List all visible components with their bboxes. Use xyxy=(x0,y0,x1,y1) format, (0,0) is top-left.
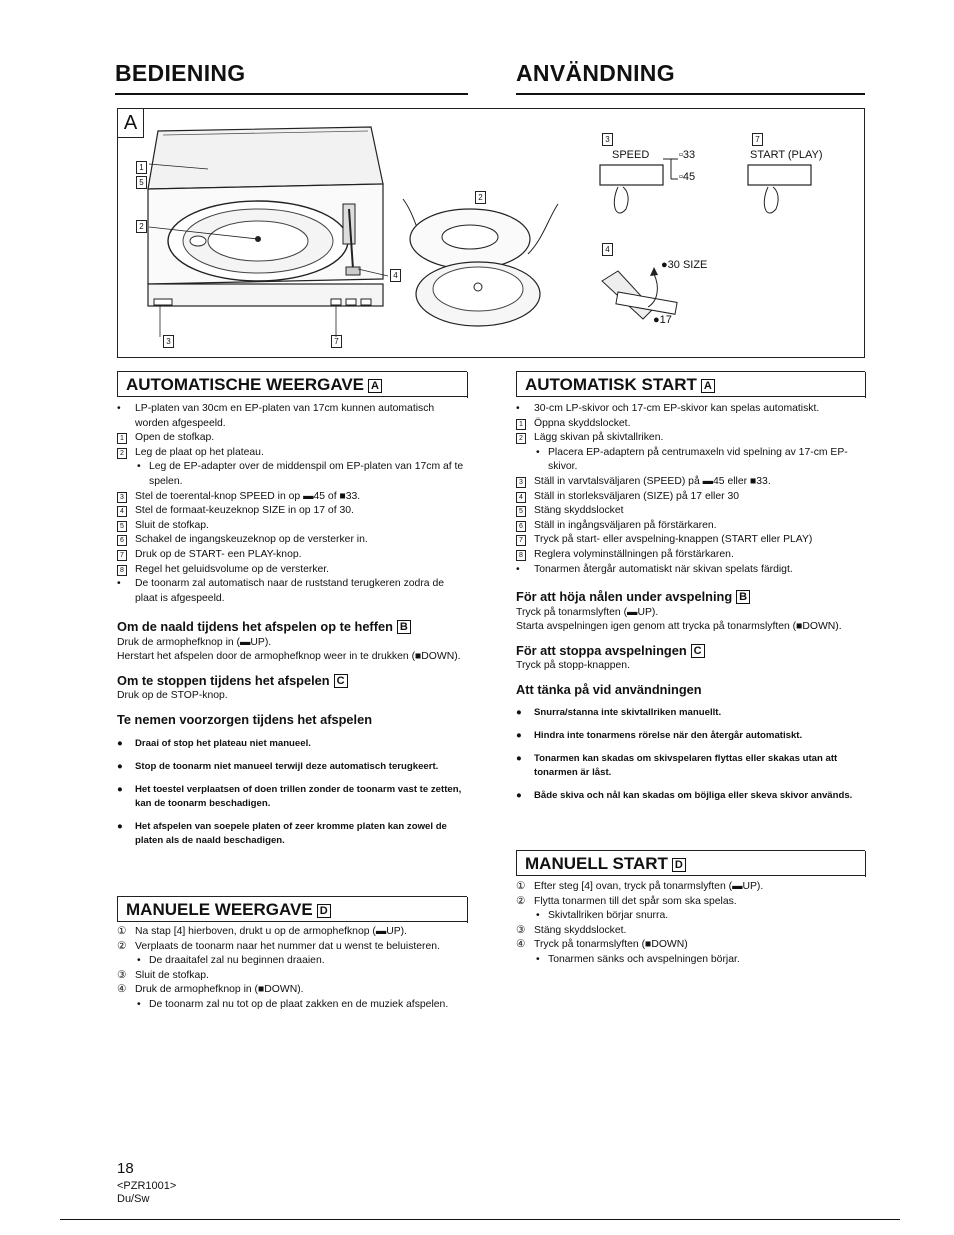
precaution-item xyxy=(117,783,467,811)
sv-auto-list xyxy=(516,402,865,577)
precaution-item xyxy=(117,737,467,751)
list-item xyxy=(516,519,865,534)
list-text: Leg de EP-adapter over de middenspil om EP-platen van 17cm af te spelen. xyxy=(149,461,464,487)
list-marker: 6 xyxy=(117,533,127,548)
list-marker: ③ xyxy=(516,924,526,936)
callout-2: 2 xyxy=(136,220,147,233)
list-marker: 8 xyxy=(516,548,526,563)
list-text: Stäng skyddslocket xyxy=(534,505,624,517)
callout-3: 3 xyxy=(163,335,174,348)
list-item xyxy=(516,953,865,968)
nl-auto-title: AUTOMATISCHE WEERGAVE A xyxy=(117,371,467,397)
precaution-item xyxy=(516,729,865,743)
list-text: Leg de plaat op het plateau. xyxy=(135,446,264,458)
list-text: LP-platen van 30cm en EP-platen van 17cm kunnen automatisch worden afgespeeld. xyxy=(135,403,435,429)
list-marker: ③ xyxy=(117,969,127,981)
list-text: Open de stofkap. xyxy=(135,432,215,444)
heading-rule-left xyxy=(115,93,468,95)
list-text: Druk op de START- een PLAY-knop. xyxy=(135,548,302,560)
list-item xyxy=(117,446,467,461)
speed-step-number: 3 xyxy=(602,133,613,146)
list-text: Efter steg [4] ovan, tryck på tonarmslyften (▬UP). xyxy=(534,881,764,892)
list-marker: • xyxy=(516,563,520,575)
list-marker: • xyxy=(516,403,520,414)
sv-manual-title: MANUELL START D xyxy=(516,850,865,876)
list-marker: 5 xyxy=(516,504,526,519)
list-marker: 3 xyxy=(516,475,526,490)
list-marker: ④ xyxy=(516,939,526,951)
list-marker: 2 xyxy=(516,431,526,446)
speed-33-label: ▫33 xyxy=(679,149,696,161)
precaution-item xyxy=(117,760,467,774)
turntable-illustration xyxy=(118,109,864,357)
bullet-icon: ● xyxy=(516,706,522,718)
sv-lift-title: För att höja nålen under avspelning B xyxy=(516,590,865,605)
nl-manual-list xyxy=(117,925,467,1013)
list-marker: 7 xyxy=(516,533,526,548)
precaution-item xyxy=(516,789,865,803)
list-text: Tonarmen sänks och avspelningen börjar. xyxy=(548,953,740,965)
heading-dutch: BEDIENING xyxy=(115,60,246,86)
list-text: Tryck på tonarmslyften (■DOWN) xyxy=(534,939,688,951)
precaution-text: Het toestel verplaatsen of doen trillen zonder de toonarm vast te zetten, kan de toonarm beschadigen. xyxy=(135,783,462,809)
sv-stop-title: För att stoppa avspelningen C xyxy=(516,644,865,659)
list-marker: • xyxy=(117,403,121,414)
list-item xyxy=(117,460,467,489)
list-item xyxy=(516,909,865,924)
list-item xyxy=(117,954,467,969)
list-item xyxy=(117,563,467,578)
nl-manual-title: MANUELE WEERGAVE D xyxy=(117,896,467,922)
list-item xyxy=(516,431,865,446)
bullet-icon: ● xyxy=(516,752,522,764)
list-text: Placera EP-adaptern på centrumaxeln vid spelning av 17-cm EP-skivor. xyxy=(548,446,848,473)
nl-auto-list xyxy=(117,402,467,606)
precaution-text: Både skiva och nål kan skadas om böjliga eller skeva skivor används. xyxy=(534,789,853,801)
sv-precautions-title: Att tänka på vid användningen xyxy=(516,681,702,697)
list-text: De toonarm zal automatisch naar de ruststand terugkeren zodra de plaat is afgespeeld. xyxy=(135,578,445,604)
list-item xyxy=(516,417,865,432)
list-text: De toonarm zal nu tot op de plaat zakken en de muziek afspelen. xyxy=(149,998,449,1010)
list-marker: • xyxy=(536,446,540,458)
list-marker: • xyxy=(536,910,540,922)
list-item xyxy=(117,998,467,1013)
bullet-icon: ● xyxy=(516,789,522,801)
list-item xyxy=(516,475,865,490)
list-item xyxy=(117,925,467,940)
precaution-item xyxy=(516,752,865,780)
list-marker: • xyxy=(117,578,121,590)
list-item xyxy=(117,548,467,563)
sv-stop-line: Tryck på stopp-knappen. xyxy=(516,660,630,672)
callout-4: 4 xyxy=(390,269,401,282)
list-marker: • xyxy=(137,461,141,473)
list-marker: ① xyxy=(516,881,526,892)
list-text: Ställ in ingångsväljaren på förstärkaren. xyxy=(534,519,717,531)
list-item xyxy=(117,983,467,998)
sv-manual-list xyxy=(516,880,865,968)
size-30-label: ●30 SIZE xyxy=(661,259,708,271)
size-step-number: 4 xyxy=(602,243,613,256)
callout-5: 5 xyxy=(136,176,147,189)
list-text: Ställ in storleksväljaren (SIZE) på 17 eller 30 xyxy=(534,490,740,502)
sv-lift-section xyxy=(516,582,865,812)
list-item xyxy=(516,548,865,563)
list-item xyxy=(516,446,865,475)
list-item xyxy=(117,504,467,519)
list-text: Stäng skyddslocket. xyxy=(534,924,627,936)
list-item xyxy=(516,938,865,953)
list-text: Tryck på start- eller avspelning-knappen (START eller PLAY) xyxy=(534,534,813,546)
list-text: Skivtallriken börjar snurra. xyxy=(548,910,669,922)
lang-code: Du/Sw xyxy=(117,1193,150,1205)
list-text: Sluit de stofkap. xyxy=(135,519,209,531)
list-marker: 1 xyxy=(516,417,526,432)
list-item xyxy=(516,490,865,505)
precaution-text: Snurra/stanna inte skivtallriken manuellt. xyxy=(534,706,722,718)
list-text: 30-cm LP-skivor och 17-cm EP-skivor kan spelas automatiskt. xyxy=(534,403,820,414)
doc-code: <PZR1001> xyxy=(117,1180,177,1192)
figure-panel xyxy=(117,108,865,358)
nl-lift-title: Om de naald tijdens het afspelen op te heffen B xyxy=(117,620,467,635)
list-item xyxy=(117,577,467,606)
nl-stop-title: Om te stoppen tijdens het afspelen C xyxy=(117,674,467,689)
sv-lift-line-2: Starta avspelningen igen genom att trycka på tonarmslyften (■DOWN). xyxy=(516,621,842,633)
list-marker: ② xyxy=(516,895,526,907)
list-marker: 2 xyxy=(117,446,127,461)
heading-swedish: ANVÄNDNING xyxy=(516,60,675,86)
nl-precautions-list xyxy=(117,737,467,848)
precaution-text: Het afspelen van soepele platen of zeer kromme platen kan zowel de platen als de naald beschadigen. xyxy=(135,820,447,846)
list-marker: 4 xyxy=(117,504,127,519)
nl-lift-section xyxy=(117,612,467,857)
list-item xyxy=(516,880,865,895)
bullet-icon: ● xyxy=(117,783,123,795)
callout-2b: 2 xyxy=(475,191,486,204)
bullet-icon: ● xyxy=(117,820,123,832)
list-item xyxy=(516,563,865,578)
list-marker: 3 xyxy=(117,490,127,505)
list-item xyxy=(117,969,467,984)
heading-rule-right xyxy=(516,93,865,95)
list-marker: ① xyxy=(117,926,127,937)
list-item xyxy=(516,924,865,939)
list-text: Reglera volyminställningen på förstärkaren. xyxy=(534,548,734,560)
nl-lift-line-2: Herstart het afspelen door de armophefknop weer in te drukken (■DOWN). xyxy=(117,651,461,663)
start-play-label: START (PLAY) xyxy=(750,149,823,161)
list-marker: 8 xyxy=(117,563,127,578)
sv-precautions-list xyxy=(516,706,865,803)
list-text: Schakel de ingangskeuzeknop op de versterker in. xyxy=(135,534,368,546)
nl-stop-line: Druk op de STOP-knop. xyxy=(117,690,228,702)
list-marker: ② xyxy=(117,940,127,952)
list-marker: • xyxy=(536,953,540,965)
list-item xyxy=(516,895,865,910)
precaution-text: Tonarmen kan skadas om skivspelaren flyttas eller skakas utan att tonarmen är låst. xyxy=(534,752,838,778)
list-item xyxy=(516,504,865,519)
list-marker: 6 xyxy=(516,519,526,534)
bullet-icon: ● xyxy=(117,737,123,749)
list-item xyxy=(117,402,467,431)
list-item xyxy=(117,431,467,446)
list-text: Flytta tonarmen till det spår som ska spelas. xyxy=(534,895,737,907)
start-step-number: 7 xyxy=(752,133,763,146)
list-marker: 5 xyxy=(117,519,127,534)
list-item xyxy=(516,402,865,417)
list-text: Druk de armophefknop in (■DOWN). xyxy=(135,984,304,996)
precaution-text: Hindra inte tonarmens rörelse när den återgår automatiskt. xyxy=(534,729,803,741)
nl-precautions-title: Te nemen voorzorgen tijdens het afspelen xyxy=(117,711,373,727)
list-text: Stel de formaat-keuzeknop SIZE in op 17 of 30. xyxy=(135,505,354,517)
list-marker: 7 xyxy=(117,548,127,563)
speed-45-label: ▫45 xyxy=(679,171,696,183)
list-text: Na stap [4] hierboven, drukt u op de armophefknop (▬UP). xyxy=(135,926,408,937)
precaution-item xyxy=(117,820,467,848)
precaution-text: Draai of stop het plateau niet manueel. xyxy=(135,737,311,749)
page-number: 18 xyxy=(117,1160,134,1177)
list-text: Tonarmen återgår automatiskt när skivan spelats färdigt. xyxy=(534,563,793,575)
bullet-icon: ● xyxy=(117,760,123,772)
precaution-item xyxy=(516,706,865,720)
list-item xyxy=(117,940,467,955)
list-marker: 1 xyxy=(117,431,127,446)
list-marker: 4 xyxy=(516,490,526,505)
list-marker: • xyxy=(137,955,141,967)
bullet-icon: ● xyxy=(516,729,522,741)
list-text: Sluit de stofkap. xyxy=(135,969,209,981)
list-text: Stel de toerental-knop SPEED in op ▬45 of ■33. xyxy=(135,490,361,502)
precaution-text: Stop de toonarm niet manueel terwijl deze automatisch terugkeert. xyxy=(135,760,439,772)
callout-7: 7 xyxy=(331,335,342,348)
figure-panel-label: A xyxy=(118,109,144,138)
footer-rule xyxy=(60,1219,900,1220)
nl-lift-line-1: Druk de armophefknop in (▬UP). xyxy=(117,636,272,648)
sv-auto-title: AUTOMATISK START A xyxy=(516,371,865,397)
list-item xyxy=(117,490,467,505)
list-text: Lägg skivan på skivtallriken. xyxy=(534,432,664,444)
list-item xyxy=(117,519,467,534)
callout-1: 1 xyxy=(136,161,147,174)
list-item xyxy=(117,533,467,548)
list-text: Verplaats de toonarm naar het nummer dat u wenst te beluisteren. xyxy=(135,940,440,952)
list-item xyxy=(516,533,865,548)
size-17-label: ●17 xyxy=(653,314,672,326)
list-text: Ställ in varvtalsväljaren (SPEED) på ▬45 eller ■33. xyxy=(534,475,771,487)
list-marker: • xyxy=(137,998,141,1010)
list-text: Öppna skyddslocket. xyxy=(534,417,631,429)
list-text: Regel het geluidsvolume op de versterker. xyxy=(135,563,330,575)
list-text: De draaitafel zal nu beginnen draaien. xyxy=(149,955,325,967)
list-marker: ④ xyxy=(117,984,127,996)
sv-lift-line-1: Tryck på tonarmslyften (▬UP). xyxy=(516,606,659,618)
speed-label: SPEED xyxy=(612,149,650,161)
